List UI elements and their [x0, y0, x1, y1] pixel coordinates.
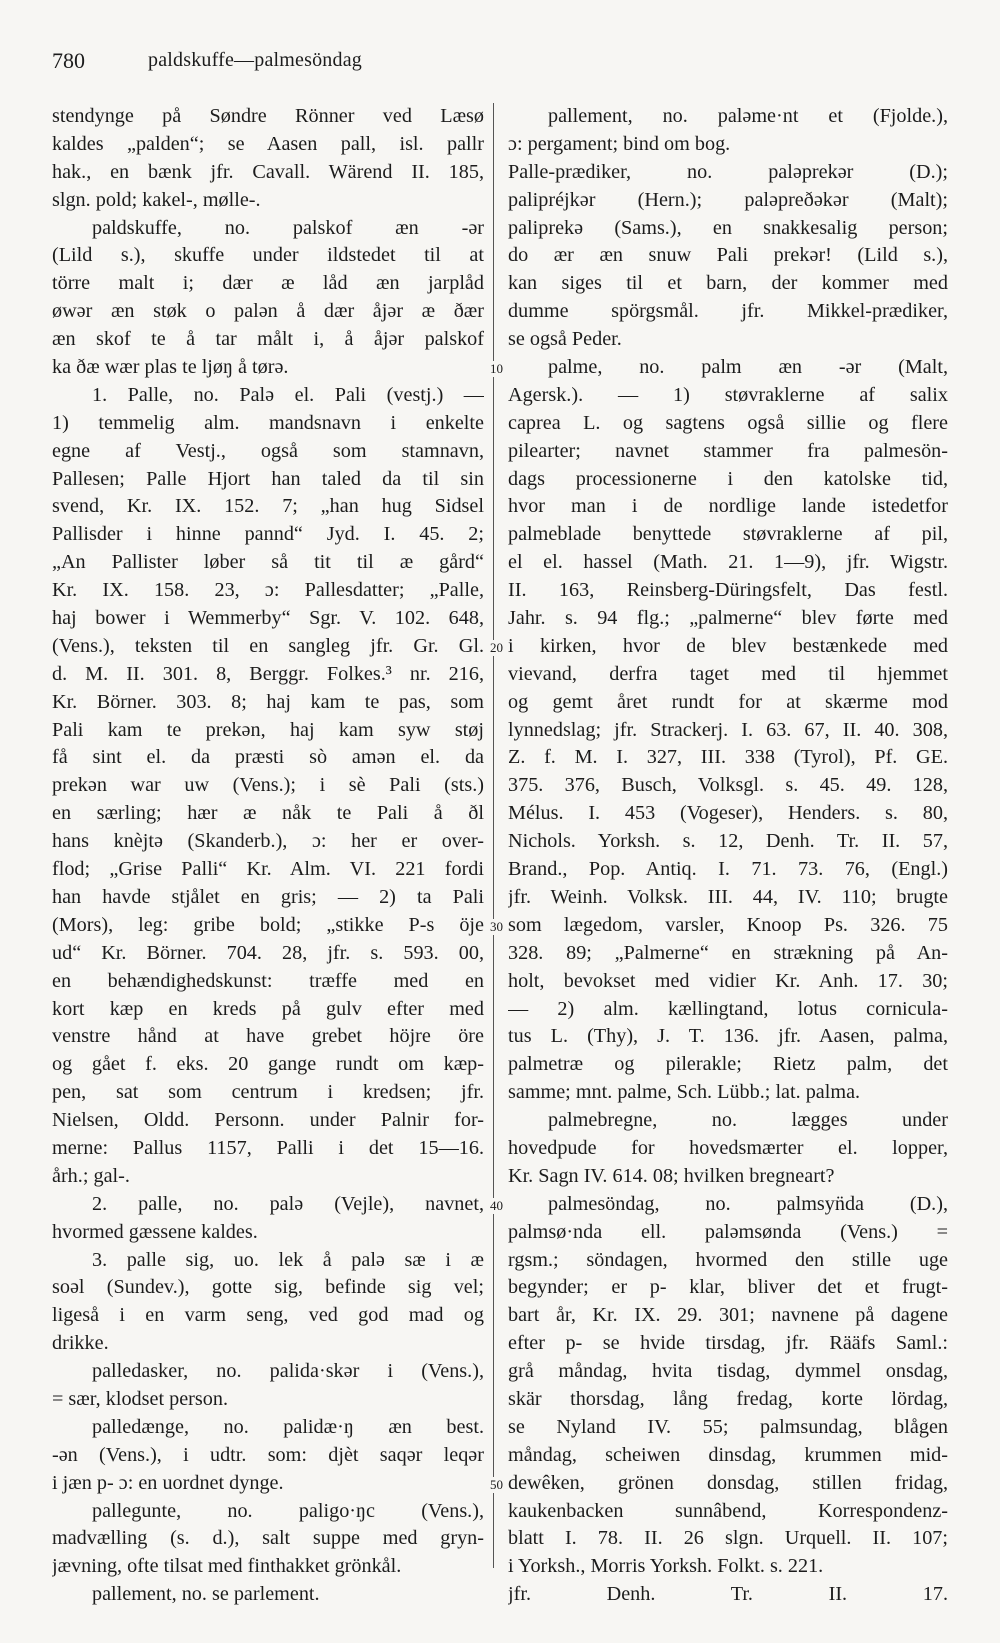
- right-column-line: Palle-prædiker, no. paləprekər (D.);: [508, 160, 948, 183]
- left-column-line: (Mors), leg: gribe bold; „stikke P-s öje: [52, 913, 484, 936]
- right-column-line: måndag, scheiwen dinsdag, krummen mid-: [508, 1443, 948, 1466]
- right-column-line: palmesöndag, no. palmsyn̈da (D.),: [548, 1192, 948, 1215]
- right-column-line: dumme spörgsmål. jfr. Mikkel-prædiker,: [508, 300, 948, 323]
- left-column-line: en særling; hær æ nåk te Pali å ðl: [52, 802, 484, 825]
- left-column-line: 1) temmelig alm. mandsnavn i enkelte: [52, 411, 484, 434]
- right-column-line: el el. hassel (Math. 21. 1—9), jfr. Wigstr.: [508, 551, 948, 574]
- right-column-line: Nichols. Yorksh. s. 12, Denh. Tr. II. 57,: [508, 830, 948, 853]
- right-column-line: se Nyland IV. 55; palmsundag, blågen: [508, 1415, 948, 1438]
- left-column-line: i jæn p- ɔ: en uordnet dynge.: [52, 1471, 284, 1494]
- right-column-line: caprea L. og sagtens også sillie og flere: [508, 411, 948, 434]
- left-column-line: Nielsen, Oldd. Personn. under Palnir for-: [52, 1109, 484, 1132]
- right-column-line: i Yorksh., Morris Yorksh. Folkt. s. 221.: [508, 1555, 824, 1578]
- page-header: [52, 48, 952, 78]
- left-column-line: drikke.: [52, 1332, 109, 1355]
- right-column-line: lynnedslag; jfr. Strackerj. I. 63. 67, II. 40. 308,: [508, 718, 948, 741]
- left-column-line: Pallesen; Palle Hjort han taled da til sin: [52, 467, 484, 490]
- left-column-line: ud“ Kr. Börner. 704. 28, jfr. s. 593. 00,: [52, 941, 484, 964]
- right-column-line: palmeblade benyttede støvraklerne af pil,: [508, 523, 948, 546]
- right-column-line: 328. 89; „Palmerne“ en strækning på An-: [508, 941, 948, 964]
- left-column-line: prekən war uw (Vens.); i sè Pali (sts.): [52, 774, 484, 797]
- left-column-line: = sær, klodset person.: [52, 1387, 228, 1410]
- left-column-line: -ən (Vens.), i udtr. som: djèt saqər leqər: [52, 1443, 484, 1466]
- right-column-line: skär thorsdag, lång fredag, korte lördag,: [508, 1387, 948, 1410]
- left-column-line: hans knèjtə (Skanderb.), ɔ: her er over-: [52, 830, 484, 853]
- right-column-line: paliprekə (Sams.), en snakkesalig person;: [508, 216, 948, 239]
- left-column-line: madvælling (s. d.), salt suppe med gryn-: [52, 1527, 484, 1550]
- right-column-line: palipréjkər (Hern.); paləpreðəkər (Malt);: [508, 188, 948, 211]
- left-column-line: ka ðæ wær plas te ljøŋ å tørə.: [52, 356, 289, 379]
- left-column-line: paldskuffe, no. palskof æn -ər: [92, 216, 484, 239]
- right-column-line: Z. f. M. I. 327, III. 338 (Tyrol), Pf. GE.: [508, 746, 948, 769]
- left-column-line: 3. palle sig, uo. lek å palə sæ i æ: [92, 1248, 484, 1271]
- left-column-line: en behændighedskunst: træffe med en: [52, 969, 484, 992]
- right-column-line: — 2) alm. kællingtand, lotus cornicula-: [508, 997, 948, 1020]
- left-column-line: palledænge, no. palidæ·ŋ æn best.: [92, 1415, 484, 1438]
- right-column-line: vievand, derfra taget med til hjemmet: [508, 662, 948, 685]
- left-column-line: pallement, no. se parlement.: [92, 1583, 320, 1606]
- right-column-line: Kr. Sagn IV. 614. 08; hvilken bregneart?: [508, 1164, 835, 1187]
- right-column-line: som lægedom, varsler, Knoop Ps. 326. 75: [508, 913, 948, 936]
- left-column-line: slgn. pold; kakel-, mølle-.: [52, 188, 261, 211]
- left-column-line: han havde stjålet en gris; — 2) ta Pali: [52, 885, 484, 908]
- left-column-line: (Lild s.), skuffe under ildstedet til at: [52, 244, 484, 267]
- right-column-line: holt, bevokset med vidier Kr. Anh. 17. 30;: [508, 969, 948, 992]
- left-column-line: jævning, ofte tilsat med finthakket grönkål.: [52, 1555, 402, 1578]
- right-column-line: palme, no. palm æn -ər (Malt,: [548, 356, 948, 379]
- left-column-line: „An Pallister løber så tit til æ gård“: [52, 551, 484, 574]
- line-number-marker: 40: [490, 1198, 503, 1214]
- right-column-line: grå måndag, hvita tisdag, dymmel onsdag,: [508, 1360, 948, 1383]
- line-number-marker: 50: [490, 1477, 503, 1493]
- left-column-line: Kr. IX. 158. 23, ɔ: Pallesdatter; „Palle,: [52, 579, 484, 602]
- left-column-line: Pallisder i hinne pannd“ Jyd. I. 45. 2;: [52, 523, 484, 546]
- left-column-line: få sint el. da præsti sò amən el. da: [52, 746, 484, 769]
- left-column-line: venstre hånd at have grebet höjre öre: [52, 1025, 484, 1048]
- left-column-line: pen, sat som centrum i kredsen; jfr.: [52, 1081, 484, 1104]
- left-column-line: haj bower i Wemmerby“ Sgr. V. 102. 648,: [52, 607, 484, 630]
- left-column-line: stendynge på Søndre Rönner ved Læsø: [52, 105, 484, 127]
- left-column-line: flod; „Grise Palli“ Kr. Alm. VI. 221 fordi: [52, 858, 484, 881]
- right-column-line: pilearter; navnet stammer fra palmesön-: [508, 439, 948, 462]
- left-column-line: æn skof te å tar målt i, å åjər palskof: [52, 328, 484, 351]
- left-column-line: 1. Palle, no. Palə el. Pali (vestj.) —: [92, 383, 484, 406]
- right-column-line: samme; mnt. palme, Sch. Lübb.; lat. palma.: [508, 1081, 861, 1104]
- left-column-line: og gået f. eks. 20 gange rundt om kæp-: [52, 1053, 484, 1076]
- left-column-line: kort kæp en kreds på gulv efter med: [52, 997, 484, 1020]
- right-column-line: do ær æn snuw Pali prekər! (Lild s.),: [508, 244, 948, 267]
- right-column-line: palmebregne, no. lægges under: [548, 1109, 948, 1132]
- left-column-line: pallegunte, no. paligo·ŋc (Vens.),: [92, 1499, 484, 1522]
- right-column-line: Agersk.). — 1) støvraklerne af salix: [508, 383, 948, 406]
- left-column-line: d. M. II. 301. 8, Berggr. Folkes.³ nr. 216,: [52, 662, 484, 685]
- left-column-line: hvormed gæssene kaldes.: [52, 1220, 258, 1243]
- right-column-line: se også Peder.: [508, 328, 622, 351]
- left-column-line: Pali kam te prekən, haj kam syw støj: [52, 718, 484, 741]
- right-column-line: bart år, Kr. IX. 29. 301; navnene på dagene: [508, 1304, 948, 1327]
- right-column-line: palmetræ og pilerakle; Rietz palm, det: [508, 1053, 948, 1076]
- right-column-line: Jahr. s. 94 flg.; „palmerne“ blev førte med: [508, 607, 948, 630]
- left-column-line: årh.; gal-.: [52, 1164, 130, 1187]
- left-column-line: ligeså i en varm seng, ved god mad og: [52, 1304, 484, 1327]
- left-column-line: merne: Pallus 1157, Palli i det 15—16.: [52, 1136, 484, 1159]
- right-column-line: kan siges til et barn, der kommer med: [508, 272, 948, 295]
- right-column-line: II. 163, Reinsberg-Düringsfelt, Das festl.: [508, 579, 948, 602]
- right-column-line: 375. 376, Busch, Volksgl. s. 45. 49. 128,: [508, 774, 948, 797]
- column-divider: [493, 103, 494, 1568]
- right-column: [508, 103, 948, 1609]
- right-column-line: rgsm.; söndagen, hvormed den stille uge: [508, 1248, 948, 1271]
- left-column-line: kaldes „palden“; se Aasen pall, isl. pallr: [52, 132, 484, 155]
- right-column-line: Brand., Pop. Antiq. I. 71. 73. 76, (Engl.): [508, 858, 948, 881]
- right-column-line: efter p- se hvide tirsdag, jfr. Rääfs Saml.:: [508, 1332, 948, 1355]
- right-column-line: Mélus. I. 453 (Vogeser), Henders. s. 80,: [508, 802, 948, 825]
- right-column-line: hovedpude for hovedsmærter el. lopper,: [508, 1136, 948, 1159]
- right-column-line: dags processionerne i den katolske tid,: [508, 467, 948, 490]
- right-column-line: palmsø·nda ell. paləmsønda (Vens.) =: [508, 1220, 948, 1243]
- left-column-line: 2. palle, no. palə (Vejle), navnet,: [92, 1192, 484, 1215]
- right-column-line: dewêken, grönen donsdag, stillen fridag,: [508, 1471, 948, 1494]
- right-column-line: pallement, no. paləme·nt et (Fjolde.),: [548, 105, 948, 127]
- left-column-line: soəl (Sundev.), gotte sig, befinde sig vel;: [52, 1276, 484, 1299]
- left-column: [52, 103, 484, 1609]
- line-number-marker: 10: [490, 361, 503, 377]
- left-column-line: øwər æn støk o palən å dær åjər æ ðær: [52, 300, 484, 323]
- right-column-line: jfr. Weinh. Volksk. III. 44, IV. 110; brugte: [508, 885, 948, 908]
- left-column-line: törre malt i; dær æ låd æn jarplåd: [52, 272, 484, 295]
- right-column-line: jfr. Denh. Tr. II. 17.: [508, 1583, 948, 1606]
- left-column-line: (Vens.), teksten til en sangleg jfr. Gr. Gl.: [52, 634, 484, 657]
- running-head: paldskuffe—palmesöndag: [148, 49, 362, 71]
- line-number-marker: 20: [490, 640, 503, 656]
- right-column-line: tus L. (Thy), J. T. 136. jfr. Aasen, palma,: [508, 1025, 948, 1048]
- right-column-line: og gemt året rundt for at skærme mod: [508, 690, 948, 713]
- page-number: 780: [52, 48, 85, 73]
- line-number-marker: 30: [490, 919, 503, 935]
- left-column-line: Kr. Börner. 303. 8; haj kam te pas, som: [52, 690, 484, 713]
- right-column-line: kaukenbacken sunnâbend, Korrespondenz-: [508, 1499, 948, 1522]
- right-column-line: ɔ: pergament; bind om bog.: [508, 132, 731, 155]
- right-column-line: blatt I. 78. II. 26 slgn. Urquell. II. 107;: [508, 1527, 948, 1550]
- left-column-line: egne af Vestj., også som stamnavn,: [52, 439, 484, 462]
- left-column-line: svend, Kr. IX. 152. 7; „han hug Sidsel: [52, 495, 484, 518]
- right-column-line: begynder; er p- klar, bliver det et frugt-: [508, 1276, 948, 1299]
- right-column-line: i kirken, hvor de blev bestænkede med: [508, 634, 948, 657]
- left-column-line: palledasker, no. palida·skər i (Vens.),: [92, 1360, 484, 1383]
- left-column-line: hak., en bænk jfr. Cavall. Wärend II. 185,: [52, 160, 484, 183]
- right-column-line: hvor man i de nordlige lande istedetfor: [508, 495, 948, 518]
